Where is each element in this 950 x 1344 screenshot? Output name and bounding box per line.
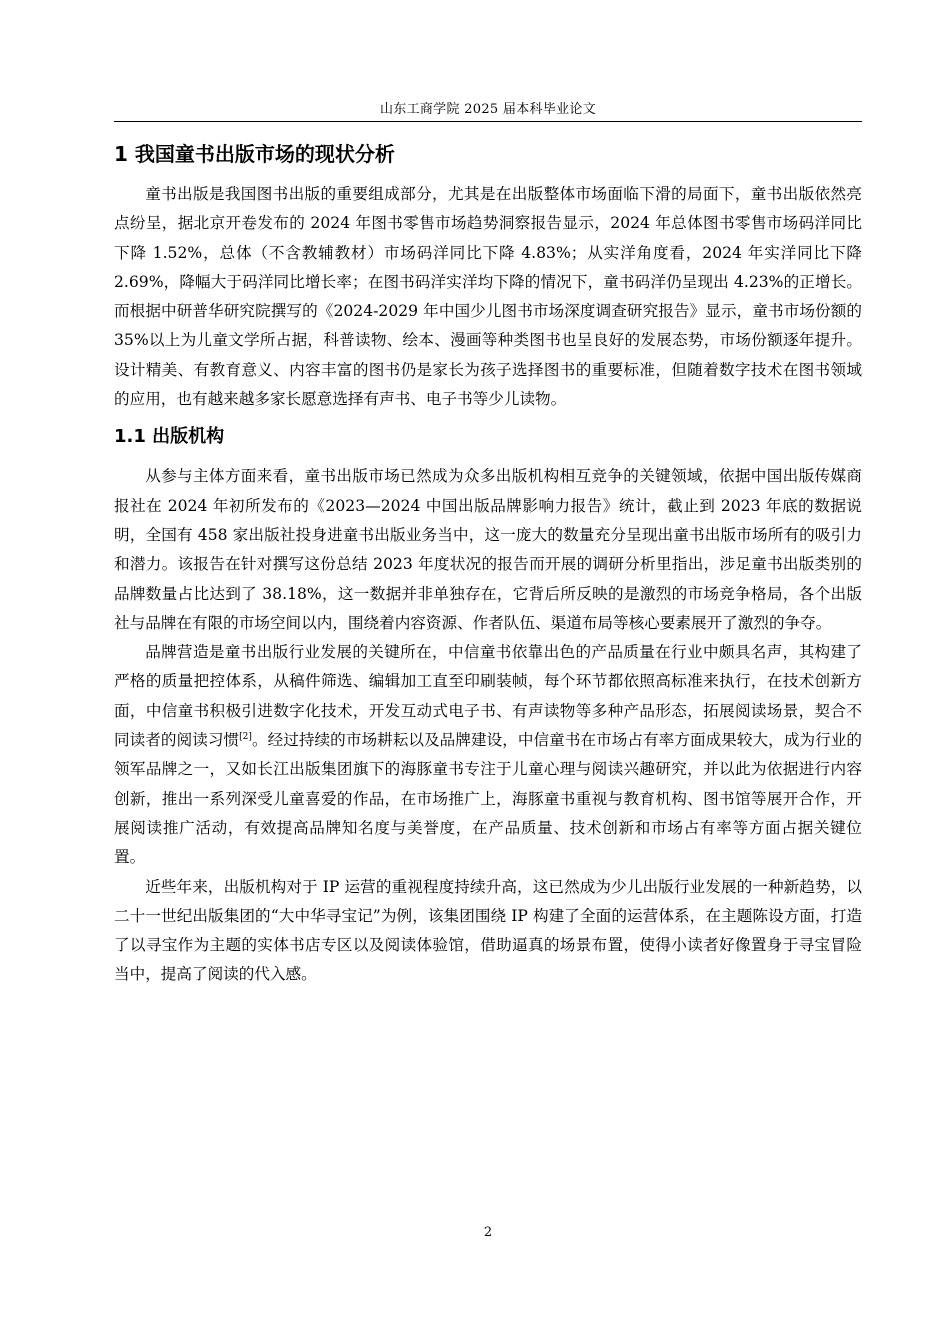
page-body — [114, 136, 862, 990]
subsection-heading: 1.1 出版机构 — [114, 426, 225, 448]
paragraph-ip-operation: 近些年来，出版机构对于 IP 运营的重视程度持续升高，这已然成为少儿出版行业发展的一种新趋势，以二十一世纪出版集团的“大中华寻宝记”为例，该集团围绕 IP 构建了全面的运营体系，在主题陈设方面，打造了以寻宝作为主题的实体书店专区以及阅读体验馆，借助逼真的场景布置，使得小读者好像置身于寻宝冒险当中，提高了阅读的代入感。 — [114, 877, 862, 984]
header-rule — [114, 121, 862, 122]
page-number: 2 — [483, 1225, 493, 1240]
paragraph-text-before-citation: 品牌营造是童书出版行业发展的关键所在，中信童书依靠出色的产品质量在行业中颇具名声，其构建了严格的质量把控体系，从稿件筛选、编辑加工直至印刷装帧，每个环节都依照高标准来执行，在技术创新方面，中信童书积极引进数字化技术，开发互动式电子书、有声读物等多种产品形态，拓展阅读场景，契合不同读者的阅读习惯 — [114, 643, 862, 750]
intro-paragraph: 童书出版是我国图书出版的重要组成部分，尤其是在出版整体市场面临下滑的局面下，童书出版依然亮点纷呈，据北京开卷发布的 2024 年图书零售市场趋势洞察报告显示，2024 年总体图书零售市场码洋同比下降 1.52%，总体（不含教辅教材）市场码洋同比下降 4.83%；从实洋角度看，2024 年实洋同比下降 2.69%，降幅大于码洋同比增长率；在图书码洋实洋均下降的情况下，童书码洋仍呈现出 4.23%的正增长。而根据中研普华研究院撰写的《2024-2029 年中国少儿图书市场深度调查研究报告》显示，童书市场份额的 35%以上为儿童文学所占据，科普读物、绘本、漫画等种类图书也呈良好的发展态势，市场份额逐年提升。设计精美、有教育意义、内容丰富的图书仍是家长为孩子选择图书的重要标准，但随着数字技术在图书领域的应用，也有越来越多家长愿意选择有声书、电子书等少儿读物。 — [114, 185, 862, 409]
paragraph-publishers-overview: 从参与主体方面来看，童书出版市场已然成为众多出版机构相互竞争的关键领域，依据中国出版传媒商报社在 2024 年初所发布的《2023—2024 中国出版品牌影响力报告》统计，截止到 2023 年底的数据说明，全国有 458 家出版社投身进童书出版业务当中，这一庞大的数量充分呈现出童书出版市场所有的吸引力和潜力。该报告在针对撰写这份总结 2023 年度状况的报告而开展的调研分析里指出，涉足童书出版类别的品牌数量占比达到了 38.18%，这一数据并非单独存在，它背后所反映的是激烈的市场竞争格局，各个出版社与品牌在有限的市场空间以内，围绕着内容资源、作者队伍、渠道布局等核心要素展开了激烈的争夺。 — [114, 467, 862, 632]
citation-reference[interactable]: [2] — [239, 732, 252, 743]
running-header: 山东工商学院 2025 届本科毕业论文 — [379, 102, 597, 117]
paragraph-brand-building — [114, 638, 862, 872]
section-heading: 1 我国童书出版市场的现状分析 — [114, 142, 395, 166]
paragraph-text-after-citation: 。经过持续的市场耕耘以及品牌建设，中信童书在市场占有率方面成果较大，成为行业的领军品牌之一，又如长江出版集团旗下的海豚童书专注于儿童心理与阅读兴趣研究，并以此为依据进行内容创新，推出一系列深受儿童喜爱的作品，在市场推广上，海豚童书重视与教育机构、图书馆等展开合作，开展阅读推广活动，有效提高品牌知名度与美誉度，在产品质量、技术创新和市场占有率等方面占据关键位置。 — [114, 731, 862, 867]
